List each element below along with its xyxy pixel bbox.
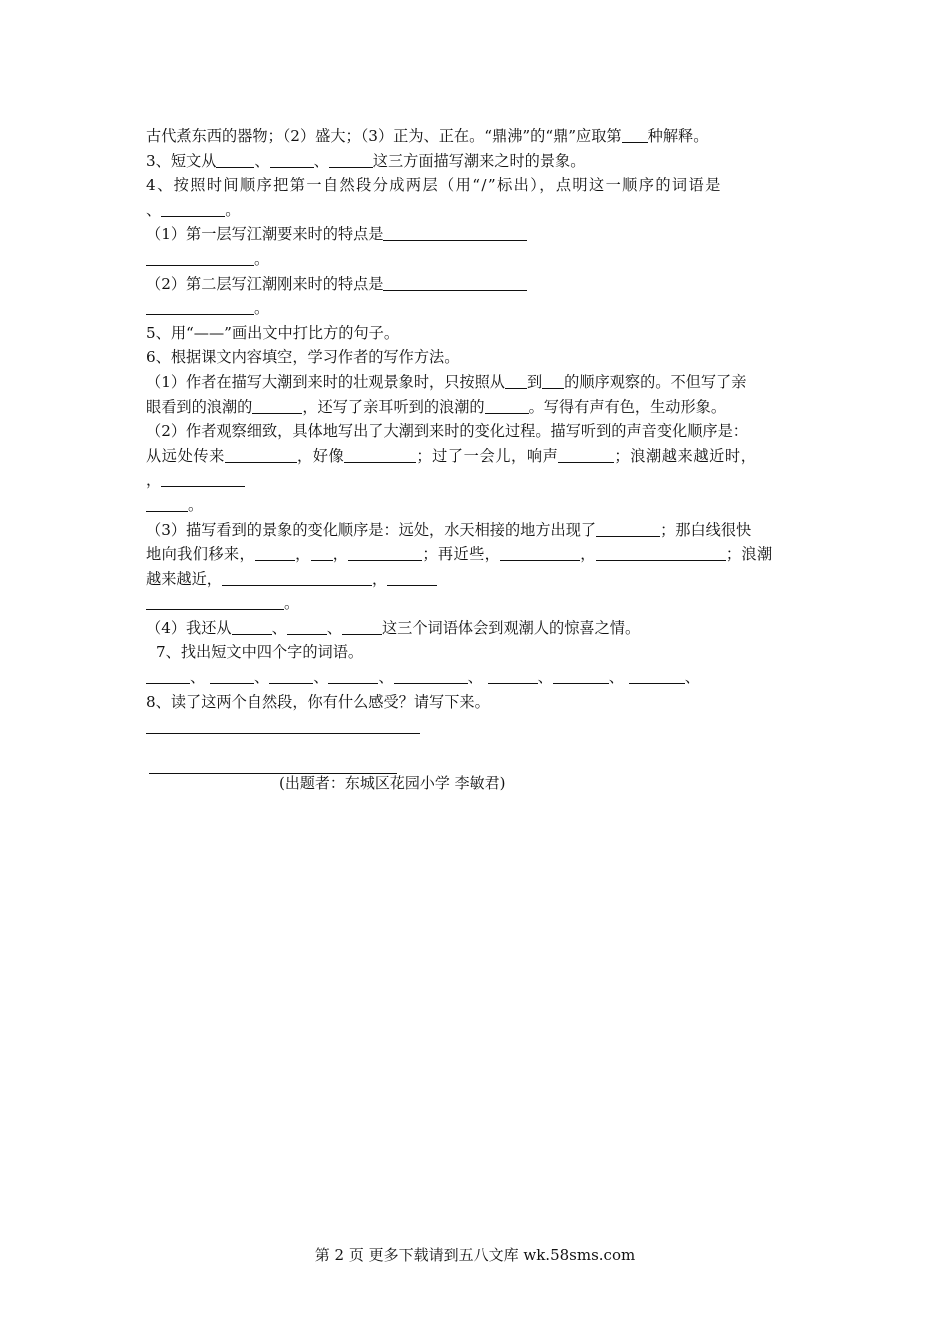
blank [161,470,245,487]
line-23 [146,665,810,690]
text: 4、按照时间顺序把第一自然段分成两层（用“/”标出），点明这一顺序的词语是 [146,176,722,195]
text: 。 [254,299,270,318]
blank [216,151,254,168]
line-17 [146,518,810,543]
text: 、 [271,618,287,637]
text: ，好像 [296,446,345,465]
blank [328,667,378,684]
blank [344,446,416,463]
answer-rule [146,732,420,734]
line-22 [146,640,810,665]
text: 越来越近， [146,569,222,588]
line-6 [146,247,810,272]
text: ；过了一会儿，响声 [416,446,559,465]
line-13 [146,419,810,444]
text: 。 [284,594,300,613]
text: （2）第二层写江潮刚来时的特点是 [146,274,384,293]
text: ；再近些， [422,545,501,564]
blank [629,667,685,684]
blank [596,544,726,561]
text: 、 [608,668,624,687]
blank [505,372,527,389]
blank [287,618,327,635]
line-21 [146,616,810,641]
blank [394,667,468,684]
text: 。写得有声有色，生动形象。 [528,397,726,416]
text: 、 [378,668,394,687]
blank [622,126,648,143]
text: ，还写了亲耳听到的浪潮的 [302,397,485,416]
text: 、 [313,668,329,687]
text: 5、用“——”画出文中打比方的句子。 [146,323,400,342]
blank [348,544,422,561]
blank [146,298,254,315]
blank [383,274,527,291]
blank [596,520,660,537]
text: ；那白线很快 [660,520,752,539]
text: ， [332,545,349,564]
text: 3、短文从 [146,151,217,170]
line-7 [146,272,810,297]
text: （1）作者在描写大潮到来时的壮观景象时，只按照从 [146,372,505,391]
blank [542,372,564,389]
line-16 [146,493,810,518]
text: 、 [313,151,329,170]
line-20 [146,591,810,616]
text: 、 [254,151,270,170]
text: 7、找出短文中四个字的词语。 [156,643,364,662]
text: 、 [190,668,206,687]
text: 、 [537,668,553,687]
blank [146,667,190,684]
blank [311,544,333,561]
text: ；浪潮越来越近时， [614,446,757,465]
answer-line-1 [146,732,810,752]
line-3 [146,173,810,198]
text: ， [580,545,596,564]
text: 种解释。 [647,127,709,145]
text: ， [371,569,388,588]
blank [252,397,302,414]
line-8 [146,296,810,321]
line-5 [146,222,810,247]
text: 这三个词语体会到观潮人的惊喜之情。 [381,618,641,637]
blank [222,569,372,586]
page-footer: 第 2 页 更多下载请到五八文库 wk.58sms.com [314,1246,636,1264]
text: 地向我们移来， [146,545,256,564]
text: （1）第一层写江潮要来时的特点是 [146,225,384,244]
blank [329,151,373,168]
line-1 [146,124,810,149]
blank [269,667,313,684]
text: 到 [526,372,543,391]
text: 、 [254,668,270,687]
text: 。 [254,249,270,268]
text: 。 [188,495,204,514]
text: 古代煮东西的器物；（2）盛大；（3）正为、正在。“鼎沸”的“鼎”应取第 [146,127,622,145]
text: 8、读了这两个自然段，你有什么感受？请写下来。 [146,692,490,711]
blank [255,544,295,561]
blank [270,151,314,168]
line-9 [146,321,810,346]
line-18 [146,542,810,567]
text: 、 [467,668,483,687]
worksheet-body [146,124,810,798]
text: 、 [146,200,162,219]
line-11 [146,370,810,395]
text: 这三方面描写潮来之时的景象。 [372,151,586,170]
line-19 [146,567,810,592]
text: ， [295,545,311,564]
text: 、 [684,668,700,687]
text: （3）描写看到的景象的变化顺序是：远处，水天相接的地方出现了 [146,520,597,539]
author-credit: (出题者：东城区花园小学 李敏君) [279,774,506,792]
blank [558,446,614,463]
text: 的顺序观察的。不但写了亲 [564,372,747,391]
line-12 [146,395,810,420]
line-14 [146,444,810,469]
blank [500,544,580,561]
text: 6、根据课文内容填空，学习作者的写作方法。 [146,348,460,367]
line-2 [146,149,810,174]
blank [488,667,538,684]
line-10 [146,345,810,370]
text: （4）我还从 [146,618,232,637]
blank [342,618,382,635]
blank [161,200,225,217]
blank [232,618,272,635]
blank [387,569,437,586]
blank [146,593,284,610]
text: 眼看到的浪潮的 [146,397,253,416]
line-4 [146,198,810,223]
blank [225,446,297,463]
blank [553,667,609,684]
blank [146,249,254,266]
text: 、 [326,618,342,637]
text: （2）作者观察细致，具体地写出了大潮到来时的变化过程。描写听到的声音变化顺序是： [146,422,748,441]
blank [383,224,527,241]
text: ， [146,471,162,490]
text: ；浪潮 [725,545,773,564]
line-15 [146,468,810,493]
text: 从远处传来 [146,446,225,465]
blank [210,667,254,684]
blank [146,495,188,512]
text: 。 [225,200,241,219]
line-24 [146,690,810,715]
blank [485,397,529,414]
